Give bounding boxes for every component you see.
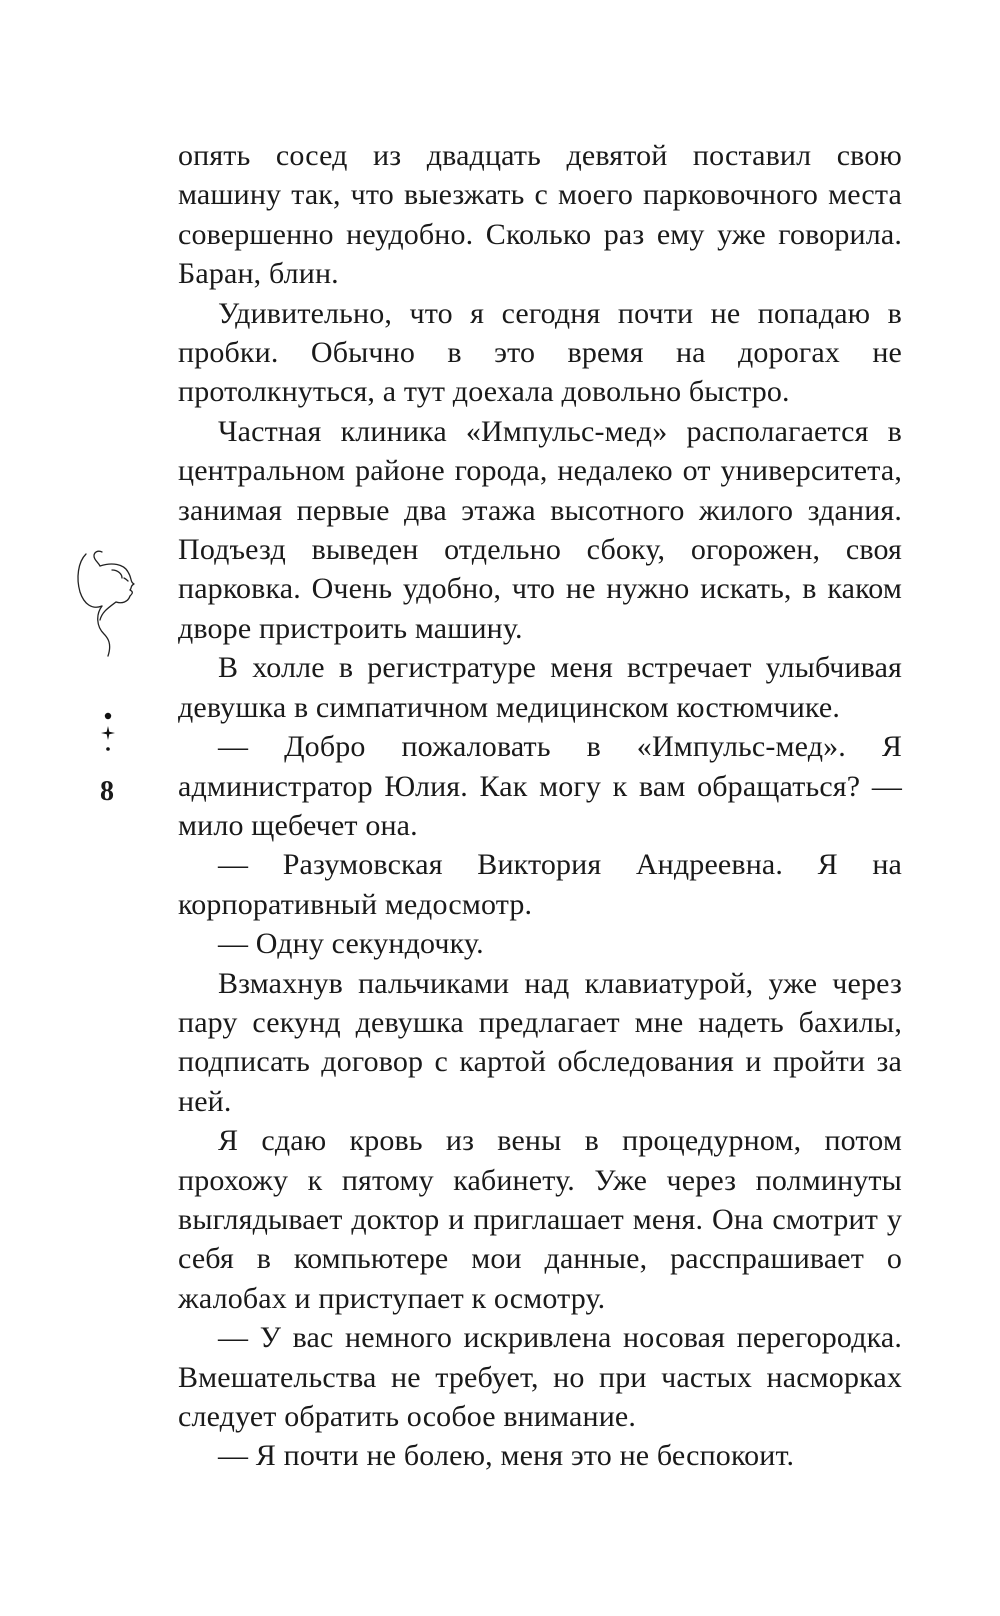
body-text xyxy=(178,136,902,1476)
star-dots-icon xyxy=(100,712,116,754)
page-number: 8 xyxy=(100,776,114,807)
paragraph-continuation: опять сосед из двадцать девятой поставил свою машину так, что выезжать с моего парковочного места совершенно неудобно. Сколько раз ему уже говорила. Баран, блин. xyxy=(178,139,902,291)
paragraph: Удивительно, что я сегодня почти не попадаю в пробки. Обычно в это время на дорогах не протолкнуться, а тут доехала довольно быстро. xyxy=(178,296,902,409)
paragraph: Частная клиника «Импульс-мед» располагается в центральном районе города, недалеко от университета, занимая первые два этажа высотного жилого здания. Подъезд выведен отдельно сбоку, огорожен, своя парковка. Очень удобно, что не нужно искать, в каком дворе пристроить машину. xyxy=(178,414,902,645)
dialogue-line: — Одну секундочку. xyxy=(218,927,484,961)
paragraph: В холле в регистратуре меня встречает улыбчивая девушка в симпатичном медицинском костюмчике. xyxy=(178,651,902,724)
dialogue-line: — Добро пожаловать в «Импульс-мед». Я администратор Юлия. Как могу к вам обращаться? — мило щебечет она. xyxy=(178,730,902,842)
line-art-face-profile-icon xyxy=(72,548,152,658)
dialogue-line: — Я почти не болею, меня это не беспокоит. xyxy=(218,1439,795,1473)
paragraph: Взмахнув пальчиками над клавиатурой, уже через пару секунд девушка предлагает мне надеть бахилы, подписать договор с картой обследования и пройти за ней. xyxy=(178,966,902,1118)
dialogue-line: — У вас немного искривлена носовая перегородка. Вмешательства не требует, но при частых насморках следует обратить особое внимание. xyxy=(178,1321,902,1433)
paragraph: Я сдаю кровь из вены в процедурном, потом прохожу к пятому кабинету. Уже через полминуты выглядывает доктор и приглашает меня. Она смотрит у себя в компьютере мои данные, расспрашивает о жалобах и приступает к осмотру. xyxy=(178,1124,902,1315)
dialogue-line: — Разумовская Виктория Андреевна. Я на корпоративный медосмотр. xyxy=(178,848,902,921)
